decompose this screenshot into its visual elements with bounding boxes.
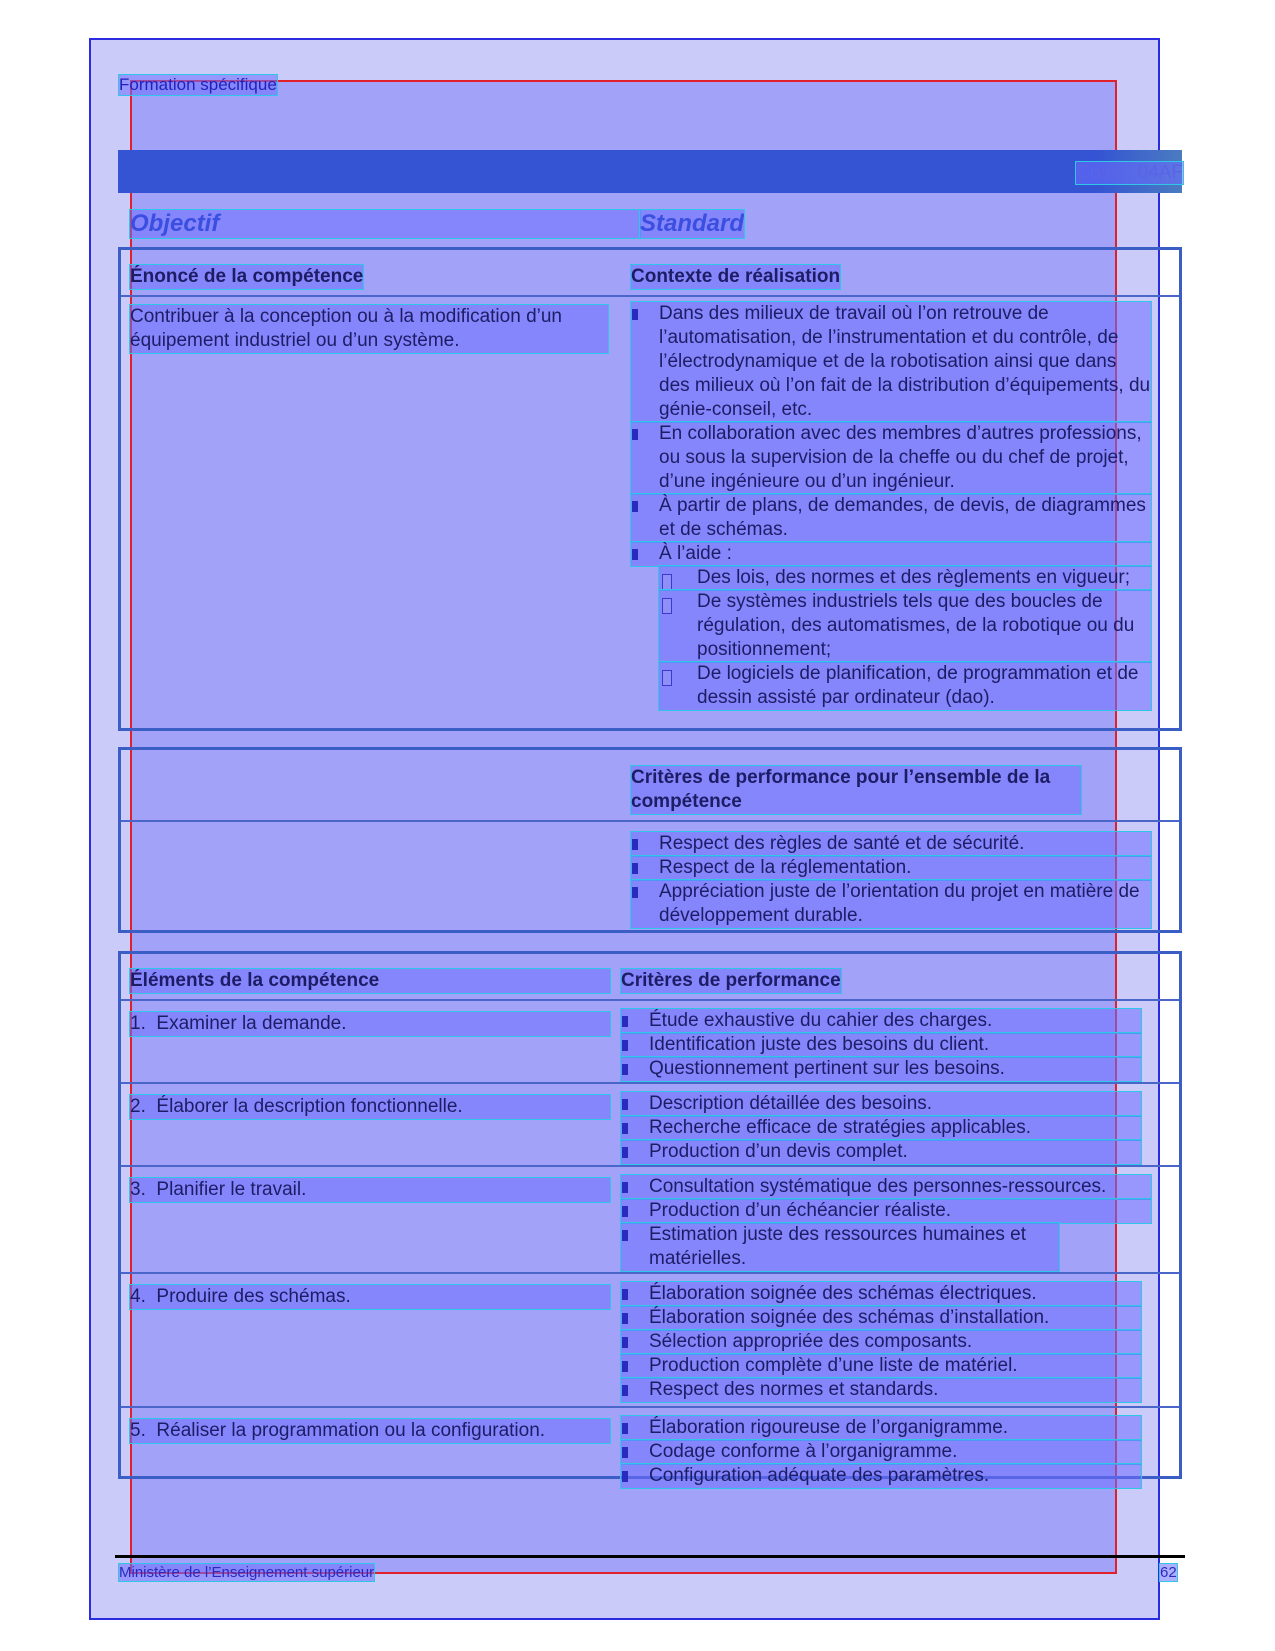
standard-title: Standard bbox=[640, 210, 745, 237]
criterion: Respect des normes et standards. bbox=[621, 1378, 1141, 1402]
criterion: Identification juste des besoins du client. bbox=[621, 1033, 1141, 1057]
objectif-title: Objectif bbox=[130, 210, 640, 238]
elements-box bbox=[118, 951, 1182, 1486]
criterion: Production d’un devis complet. bbox=[621, 1140, 1141, 1164]
competency-code: Code : 04AF bbox=[1076, 162, 1183, 183]
contexte-item: À l’aide : bbox=[631, 542, 1151, 566]
footer-rule bbox=[115, 1555, 1185, 1558]
competence-box bbox=[118, 247, 1182, 731]
contexte-item: À partir de plans, de demandes, de devis, de diagrammes et de schémas. bbox=[631, 494, 1151, 542]
criterion: Étude exhaustive du cahier des charges. bbox=[621, 1009, 1141, 1033]
criteria-list bbox=[621, 1175, 1151, 1271]
contexte-item: En collaboration avec des membres d’autres professions, ou sous la supervision de la cheffe ou du chef de projet, d’une ingénieure ou d’un ingénieur. bbox=[631, 422, 1151, 494]
code-bar bbox=[118, 150, 1182, 193]
contexte-list bbox=[631, 302, 1151, 710]
criterion: Production d’un échéancier réaliste. bbox=[621, 1199, 1151, 1223]
contexte-heading: Contexte de réalisation bbox=[631, 266, 841, 287]
criteres-heading: Critères de performance bbox=[621, 970, 841, 991]
critere-item: Respect de la réglementation. bbox=[631, 856, 1151, 880]
page-number: 62 bbox=[1160, 1564, 1177, 1581]
criterion: Élaboration rigoureuse de l’organigramme. bbox=[621, 1416, 1141, 1440]
divider bbox=[121, 1272, 1179, 1274]
criterion: Production complète d’une liste de matériel. bbox=[621, 1354, 1141, 1378]
enonce-text: Contribuer à la conception ou à la modification d’un équipement industriel ou d’un système. bbox=[130, 305, 608, 353]
criteria-list bbox=[621, 1416, 1141, 1488]
criteres-ensemble-heading: Critères de performance pour l’ensemble de la compétence bbox=[631, 766, 1081, 814]
aide-item: Des lois, des normes et des règlements en vigueur; bbox=[659, 566, 1151, 590]
divider bbox=[121, 999, 1179, 1001]
criteria-list bbox=[621, 1282, 1141, 1402]
header-label: Formation spécifique bbox=[119, 75, 277, 94]
criteria-list bbox=[621, 1092, 1141, 1164]
aide-item: De systèmes industriels tels que des boucles de régulation, des automatismes, de la robotique ou du positionnement; bbox=[659, 590, 1151, 662]
criterion: Configuration adéquate des paramètres. bbox=[621, 1464, 1141, 1488]
divider bbox=[121, 1165, 1179, 1167]
contexte-item: Dans des milieux de travail où l’on retrouve de l’automatisation, de l’instrumentation et du contrôle, de l’électrodynamique et de la robotisation ainsi que dans des milieux où l’on fait de la distribution d’équipements, du génie-conseil, etc. bbox=[631, 302, 1151, 422]
element-label: 1. Examiner la demande. bbox=[130, 1012, 610, 1036]
criteres-ensemble-list bbox=[631, 832, 1151, 928]
criterion: Recherche efficace de stratégies applicables. bbox=[621, 1116, 1141, 1140]
footer-ministry: Ministère de l’Enseignement supérieur bbox=[119, 1564, 375, 1581]
elements-heading: Éléments de la compétence bbox=[130, 969, 610, 993]
divider bbox=[121, 295, 1179, 297]
element-label: 5. Réaliser la programmation ou la configuration. bbox=[130, 1419, 610, 1443]
criterion: Consultation systématique des personnes-ressources. bbox=[621, 1175, 1151, 1199]
enonce-heading: Énoncé de la compétence bbox=[130, 266, 364, 287]
criteres-ensemble-box bbox=[118, 747, 1182, 933]
divider bbox=[121, 1406, 1179, 1408]
criterion: Codage conforme à l’organigramme. bbox=[621, 1440, 1141, 1464]
criterion: Estimation juste des ressources humaines et matérielles. bbox=[621, 1223, 1059, 1271]
criteria-list bbox=[621, 1009, 1141, 1081]
criterion: Questionnement pertinent sur les besoins. bbox=[621, 1057, 1141, 1081]
element-label: 2. Élaborer la description fonctionnelle. bbox=[130, 1095, 610, 1119]
aide-item: De logiciels de planification, de programmation et de dessin assisté par ordinateur (dao). bbox=[659, 662, 1151, 710]
critere-item: Respect des règles de santé et de sécurité. bbox=[631, 832, 1151, 856]
critere-item: Appréciation juste de l’orientation du projet en matière de développement durable. bbox=[631, 880, 1151, 928]
element-label: 3. Planifier le travail. bbox=[130, 1178, 610, 1202]
criterion: Sélection appropriée des composants. bbox=[621, 1330, 1141, 1354]
criterion: Description détaillée des besoins. bbox=[621, 1092, 1141, 1116]
divider bbox=[121, 820, 1179, 822]
criterion: Élaboration soignée des schémas électriques. bbox=[621, 1282, 1141, 1306]
divider bbox=[121, 1082, 1179, 1084]
element-label: 4. Produire des schémas. bbox=[130, 1285, 610, 1309]
criterion: Élaboration soignée des schémas d’installation. bbox=[621, 1306, 1141, 1330]
